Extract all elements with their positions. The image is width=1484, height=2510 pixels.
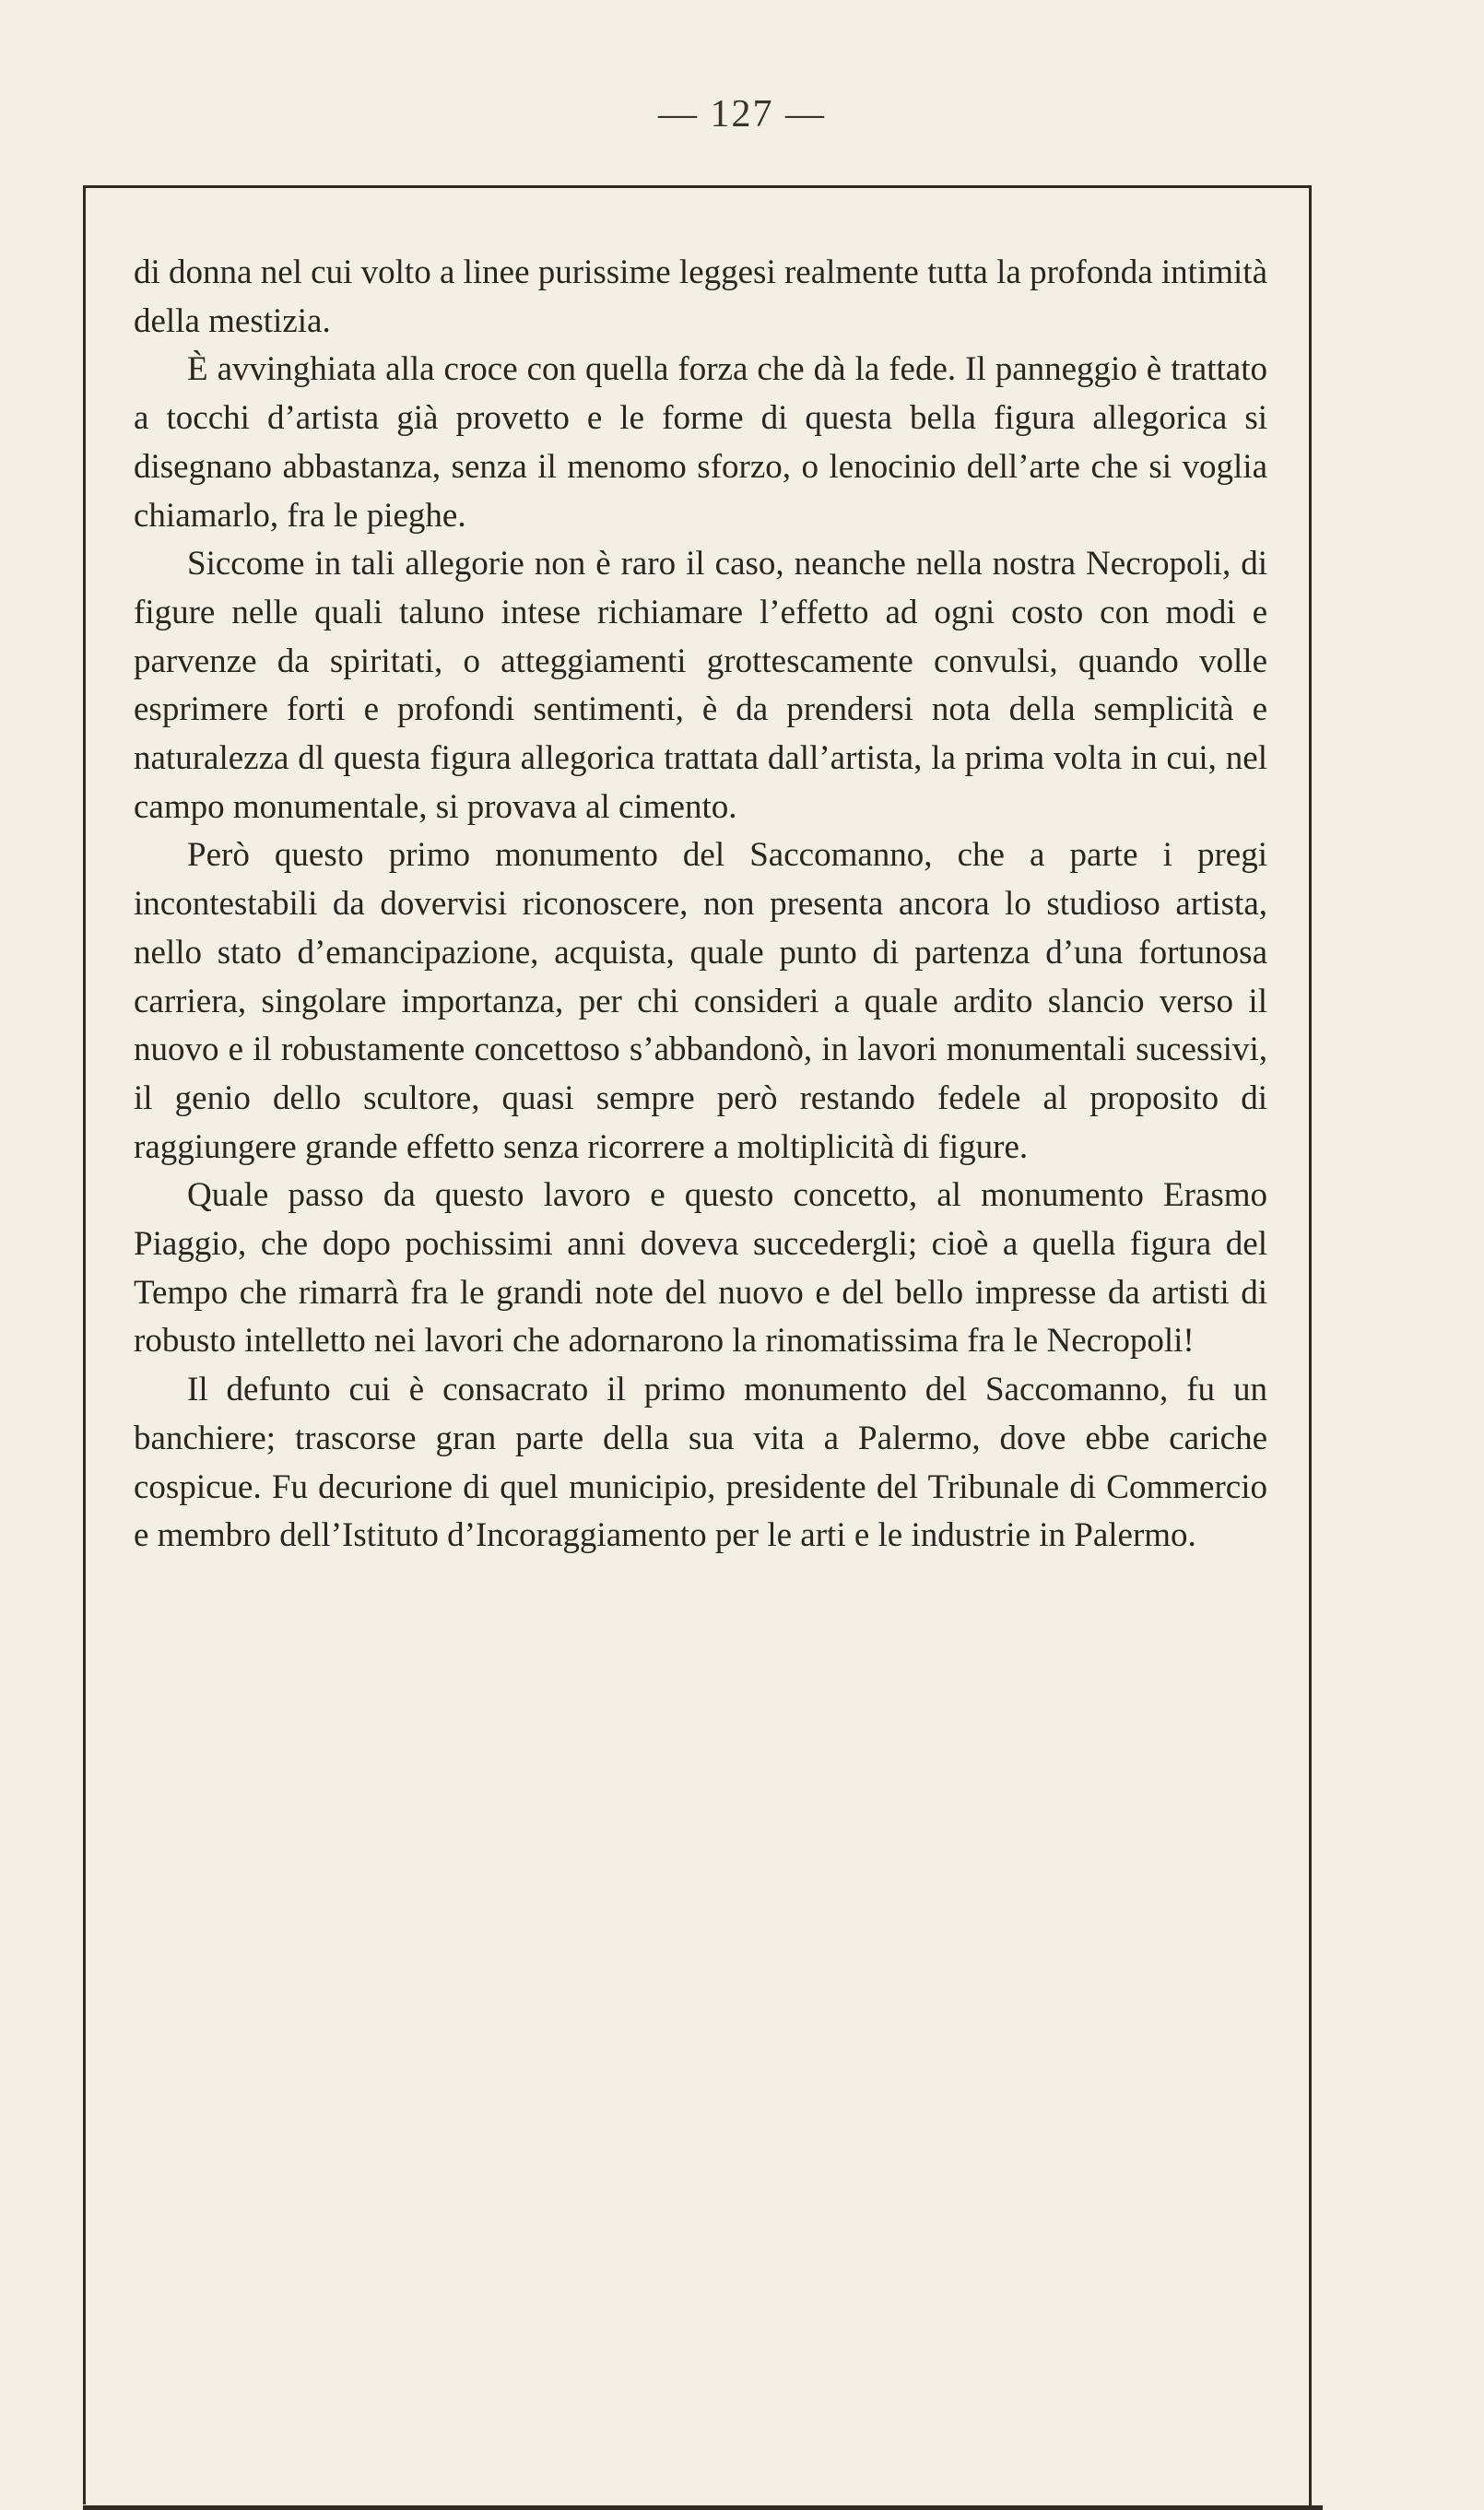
paragraph: Però questo primo monumento del Saccomanno, che a parte i pregi incontestabili da dovervisi riconoscere, non presenta ancora lo studioso artista, nello stato d’emancipazione, acquista, quale punto di partenza d’una fortunosa carriera, singolare importanza, per chi consideri a quale ardito slancio verso il nuovo e il robustamente concettoso s’abbandonò, in lavori monumentali sucessivi, il genio dello scultore, quasi sempre però restando fedele al proposito di raggiungere grande effetto senza ricorrere a moltiplicità di figure. (134, 836, 1267, 1166)
paragraph: Il defunto cui è consacrato il primo monumento del Saccomanno, fu un banchiere; trascorse gran parte della sua vita a Palermo, dove ebbe cariche cospicue. Fu decurione di quel municipio, presidente del Tribunale di Commercio e membro dell’Istituto d’Incoraggiamento per le arti e le industrie in Palermo. (134, 1371, 1267, 1555)
frame-bottom-rule (83, 2505, 1323, 2510)
body-text (134, 249, 1267, 1561)
page-number: — 127 — (658, 93, 826, 136)
frame-right-rule (1309, 185, 1312, 2508)
frame-left-rule (83, 185, 86, 2504)
frame-top-rule (83, 185, 1309, 188)
paragraph: È avvinghiata alla croce con quella forza che dà la fede. Il panneggio è trattato a tocchi d’artista già provetto e le forme di questa bella figura allegorica si disegnano abbastanza, senza il menomo sforzo, o lenocinio dell’arte che si voglia chiamarlo, fra le pieghe. (134, 350, 1267, 535)
paragraph: Siccome in tali allegorie non è raro il caso, neanche nella nostra Necropoli, di figure nelle quali taluno intese richiamare l’effetto ad ogni costo con modi e parvenze da spiritati, o atteggiamenti grottescamente convulsi, quando volle esprimere forti e profondi sentimenti, è da prendersi nota della semplicità e naturalezza dl questa figura allegorica trattata dall’artista, la prima volta in cui, nel campo monumentale, si provava al cimento. (134, 545, 1267, 826)
paragraph: di donna nel cui volto a linee purissime leggesi realmente tutta la profonda intimità della mestizia. (134, 253, 1267, 340)
paragraph: Quale passo da questo lavoro e questo concetto, al monumento Erasmo Piaggio, che dopo pochissimi anni doveva succedergli; cioè a quella figura del Tempo che rimarrà fra le grandi note del nuovo e del bello impresse da artisti di robusto intelletto nei lavori che adornarono la rinomatissima fra le Necropoli! (134, 1176, 1267, 1361)
